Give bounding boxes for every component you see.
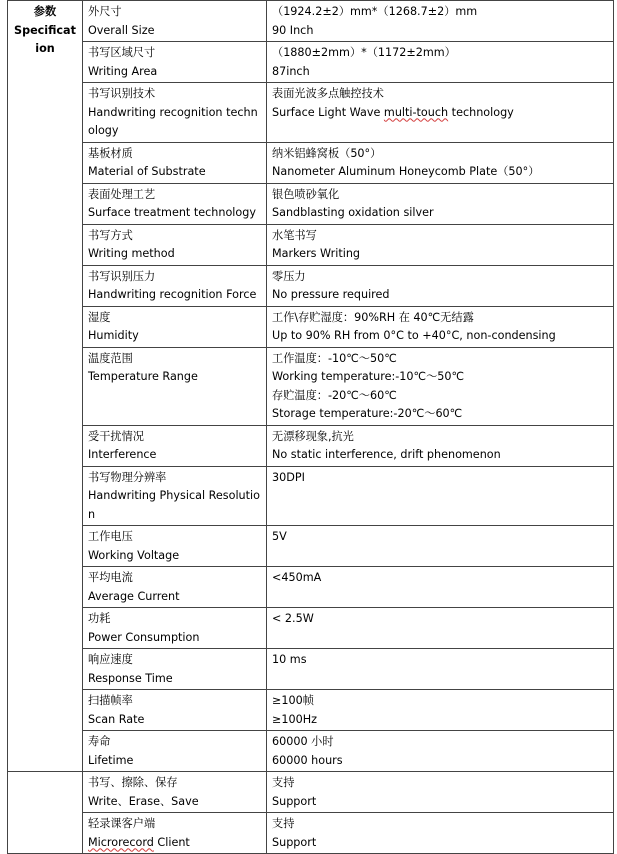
table-row: [8, 425, 614, 466]
cell-line: 功耗: [88, 612, 111, 625]
cell-line: 温度范围: [88, 351, 133, 365]
table-row: [8, 183, 614, 224]
cell-line: ≥100帧: [272, 694, 314, 707]
table-row: [8, 690, 614, 731]
cell-line: 30DPI: [272, 470, 305, 484]
table-row: [8, 306, 614, 347]
feature-name-cell: [83, 772, 267, 813]
cell-line: Nanometer Aluminum Honeycomb Plate（50°）: [272, 165, 540, 178]
cell-line: Response Time: [88, 671, 173, 685]
cell-line: 扫描帧率: [88, 694, 133, 707]
parameter-name-cell: [83, 42, 267, 83]
cell-line: Markers Writing: [272, 247, 361, 260]
parameter-value-cell: [267, 526, 614, 567]
table-row: [8, 526, 614, 567]
parameter-name-cell: [83, 425, 267, 466]
cell-line: 响应速度: [88, 653, 133, 666]
cell-line: 零压力: [272, 269, 306, 283]
cell-line: 书写区域尺寸: [88, 46, 156, 59]
cell-line: 书写方式: [88, 228, 133, 242]
parameter-name-cell: [83, 466, 267, 526]
table-row: [8, 649, 614, 690]
table-row: [8, 347, 614, 425]
cell-line: 支持: [272, 817, 295, 830]
cell-line: 寿命: [88, 735, 111, 748]
parameter-name-cell: [83, 306, 267, 347]
cell-line: Average Current: [88, 589, 180, 603]
parameter-value-cell: [267, 347, 614, 425]
cell-line: 表面处理工艺: [88, 187, 156, 201]
cell-line: Handwriting recognition Force: [88, 288, 257, 301]
cell-line: Storage temperature:-20℃～60℃: [272, 407, 463, 420]
cell-line: 60000 小时: [272, 735, 334, 748]
parameter-name-cell: [83, 608, 267, 649]
cell-line: 60000 hours: [272, 753, 343, 767]
parameter-value-cell: [267, 649, 614, 690]
cell-line: 支持: [272, 776, 295, 789]
parameter-value-cell: [267, 142, 614, 183]
cell-line: Writing Area: [88, 64, 158, 78]
cell-line: Writing method: [88, 247, 175, 260]
cell-line: Handwriting Physical Resolution: [88, 489, 260, 521]
parameter-name-cell: [83, 347, 267, 425]
category-zh: 参数: [33, 5, 57, 18]
cell-line: Humidity: [88, 329, 139, 342]
table-row: [8, 608, 614, 649]
parameter-name-cell: [83, 567, 267, 608]
cell-line: No pressure required: [272, 288, 390, 301]
cell-line: No static interference, drift phenomenon: [272, 448, 501, 461]
parameter-name-cell: [83, 224, 267, 265]
cell-line: 书写识别技术: [88, 87, 156, 100]
cell-line: 纳米铝蜂窝板（50°）: [272, 146, 382, 160]
cell-line: 书写识别压力: [88, 269, 156, 283]
cell-line: Handwriting recognition technology: [88, 105, 258, 137]
parameter-name-cell: [83, 1, 267, 42]
table-row: [8, 83, 614, 143]
table-row: [8, 731, 614, 772]
cell-line: Support: [272, 835, 317, 849]
cell-line: 书写、擦除、保存: [88, 776, 178, 789]
feature-name-cell: [83, 813, 267, 854]
cell-line: 5V: [272, 530, 287, 543]
cell-line: 书写物理分辨率: [88, 470, 167, 484]
cell-line: 银色喷砂氧化: [272, 187, 340, 201]
table-row: [8, 265, 614, 306]
cell-line: Interference: [88, 448, 157, 461]
parameter-value-cell: [267, 567, 614, 608]
cell-line: 水笔书写: [272, 228, 317, 242]
category-cell: [8, 1, 83, 772]
parameter-name-cell: [83, 265, 267, 306]
parameter-value-cell: [267, 425, 614, 466]
cell-line: 平均电流: [88, 571, 133, 584]
cell-line: Scan Rate: [88, 712, 145, 726]
table-row: [8, 772, 614, 813]
specification-table: [7, 0, 614, 854]
feature-value-cell: [267, 772, 614, 813]
cell-line: 87inch: [272, 64, 310, 78]
cell-line: Sandblasting oxidation silver: [272, 206, 434, 219]
cell-line: Surface Light Wave multi-touch technology: [272, 105, 514, 119]
parameter-value-cell: [267, 731, 614, 772]
cell-line: 外尺寸: [88, 5, 122, 18]
parameter-name-cell: [83, 731, 267, 772]
table-row: [8, 42, 614, 83]
parameter-value-cell: [267, 42, 614, 83]
parameter-name-cell: [83, 649, 267, 690]
parameter-value-cell: [267, 265, 614, 306]
cell-line: 受干扰情况: [88, 429, 144, 443]
cell-line: 10 ms: [272, 653, 307, 666]
parameter-name-cell: [83, 526, 267, 567]
cell-line: Temperature Range: [88, 370, 198, 383]
cell-line: 基板材质: [88, 146, 133, 160]
table-row: [8, 466, 614, 526]
cell-line: 湿度: [88, 310, 111, 324]
cell-line: Support: [272, 794, 317, 808]
cell-line: 表面光波多点触控技术: [272, 87, 384, 100]
cell-line: Overall Size: [88, 23, 155, 37]
table-row: [8, 1, 614, 42]
cell-line: <450mA: [272, 571, 322, 584]
parameter-value-cell: [267, 608, 614, 649]
parameter-value-cell: [267, 1, 614, 42]
parameter-name-cell: [83, 690, 267, 731]
feature-value-cell: [267, 813, 614, 854]
parameter-value-cell: [267, 306, 614, 347]
table-row: [8, 813, 614, 854]
table-row: [8, 567, 614, 608]
cell-line: Lifetime: [88, 753, 134, 767]
cell-line: 工作电压: [88, 530, 133, 543]
cell-line: 轻录课客户端: [88, 817, 156, 830]
parameter-value-cell: [267, 83, 614, 143]
cell-line: Microrecord Client: [88, 835, 190, 849]
cell-line: Up to 90% RH from 0°C to +40°C, non-condensing: [272, 329, 556, 342]
category-en: Specification: [14, 23, 76, 55]
parameter-value-cell: [267, 690, 614, 731]
parameter-name-cell: [83, 83, 267, 143]
cell-line: （1880±2mm）*（1172±2mm）: [272, 46, 456, 59]
parameter-value-cell: [267, 466, 614, 526]
category-cell-empty: [8, 772, 83, 854]
parameter-name-cell: [83, 183, 267, 224]
parameter-value-cell: [267, 224, 614, 265]
cell-line: 存贮温度：-20℃～60℃: [272, 388, 397, 402]
cell-line: 无漂移现象,抗光: [272, 429, 354, 443]
cell-line: 工作温度：-10℃～50℃: [272, 351, 397, 365]
cell-line: （1924.2±2）mm*（1268.7±2）mm: [272, 5, 478, 18]
table-row: [8, 224, 614, 265]
cell-line: < 2.5W: [272, 612, 314, 625]
cell-line: Working Voltage: [88, 548, 180, 562]
cell-line: Working temperature:-10℃～50℃: [272, 370, 465, 383]
parameter-value-cell: [267, 183, 614, 224]
cell-line: Write、Erase、Save: [88, 794, 199, 808]
cell-line: 工作\存贮湿度：90%RH 在 40℃无结露: [272, 310, 474, 324]
parameter-name-cell: [83, 142, 267, 183]
cell-line: Surface treatment technology: [88, 206, 256, 219]
cell-line: 90 Inch: [272, 23, 314, 37]
cell-line: Material of Substrate: [88, 165, 206, 178]
cell-line: ≥100Hz: [272, 712, 318, 726]
cell-line: Power Consumption: [88, 630, 200, 644]
table-row: [8, 142, 614, 183]
